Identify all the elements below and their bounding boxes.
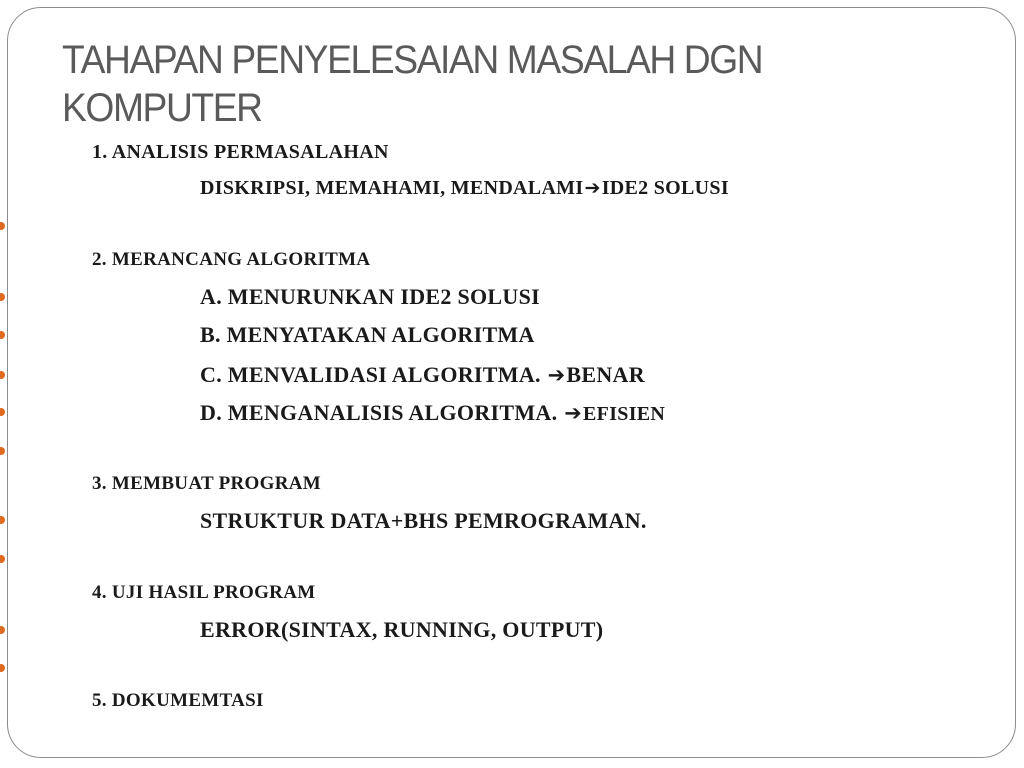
- bullet-marker: [0, 331, 5, 339]
- bullet-marker: [0, 516, 5, 524]
- step-2-item-a: A. MENURUNKAN IDE2 SOLUSI: [200, 284, 540, 309]
- step-2-item-d-result: EFISIEN: [583, 403, 666, 425]
- step-3-detail: STRUKTUR DATA+BHS PEMROGRAMAN.: [200, 508, 647, 533]
- right-arrow-icon: ➔: [547, 363, 566, 387]
- step-1-detail-result: IDE2 SOLUSI: [601, 177, 729, 199]
- step-5-heading: 5. DOKUMEMTASI: [92, 690, 264, 711]
- right-arrow-icon: ➔: [584, 177, 601, 199]
- bullet-marker: [0, 408, 5, 416]
- bullet-marker: [0, 371, 5, 379]
- step-2-heading: 2. MERANCANG ALGORITMA: [92, 249, 371, 270]
- title-line-2: KOMPUTER: [62, 86, 262, 130]
- step-2-item-d-text: D. MENGANALISIS ALGORITMA.: [200, 400, 564, 425]
- step-2-item-c-text: C. MENVALIDASI ALGORITMA.: [200, 362, 547, 387]
- title-line-1: TAHAPAN PENYELESAIAN MASALAH DGN: [62, 38, 763, 82]
- step-2-item-b: B. MENYATAKAN ALGORITMA: [200, 322, 535, 347]
- bullet-marker: [0, 447, 5, 455]
- step-3-heading: 3. MEMBUAT PROGRAM: [92, 473, 321, 494]
- step-1-heading: 1. ANALISIS PERMASALAHAN: [92, 141, 389, 163]
- step-4-detail: ERROR(SINTAX, RUNNING, OUTPUT): [200, 617, 604, 642]
- bullet-marker: [0, 222, 5, 230]
- step-4-heading: 4. UJI HASIL PROGRAM: [92, 582, 316, 603]
- bullet-marker: [0, 626, 5, 634]
- step-2-item-d: [200, 400, 665, 426]
- step-1-detail: [200, 177, 729, 200]
- step-2-item-c: [200, 362, 645, 388]
- step-2-item-c-result: BENAR: [566, 362, 645, 387]
- bullet-marker: [0, 555, 5, 563]
- right-arrow-icon: ➔: [564, 401, 583, 425]
- slide-title: [62, 36, 899, 132]
- step-1-detail-text: DISKRIPSI, MEMAHAMI, MENDALAMI: [200, 177, 584, 199]
- bullet-marker: [0, 293, 5, 301]
- bullet-marker: [0, 664, 5, 672]
